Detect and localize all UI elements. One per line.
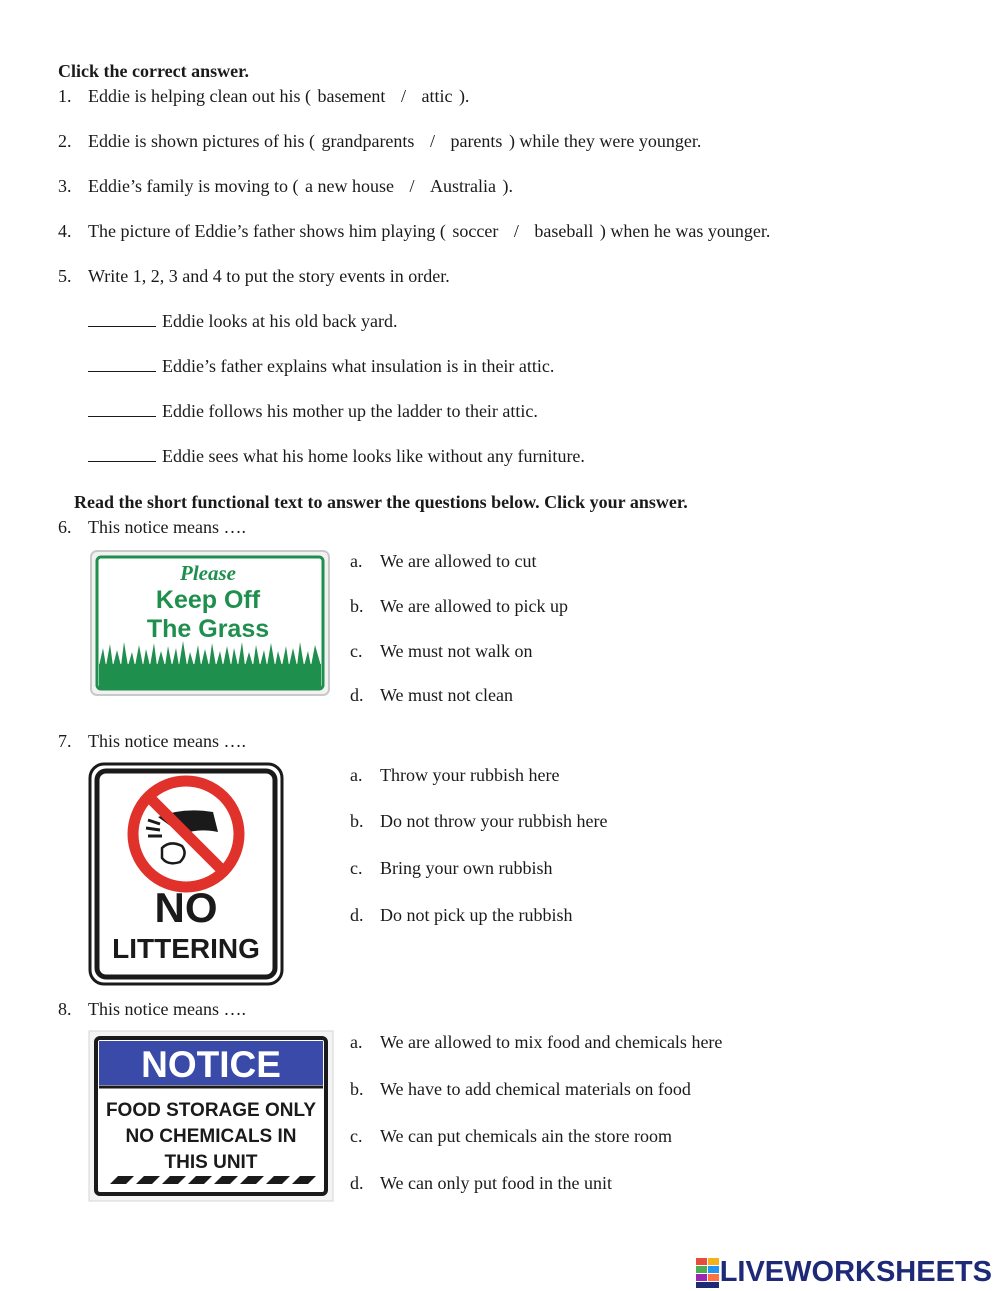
q3-prefix: Eddie’s family is moving to (	[88, 176, 299, 196]
q5-event-3-text: Eddie follows his mother up the ladder to their attic.	[162, 401, 538, 421]
q4-option-baseball[interactable]: baseball	[534, 221, 594, 241]
q4-text	[88, 220, 770, 242]
sign-the-grass: The Grass	[146, 615, 270, 643]
notice-food-storage-sign	[88, 1030, 334, 1202]
q7-number: 7.	[58, 731, 72, 751]
sign-please: Please	[180, 561, 236, 585]
q7-text: This notice means ….	[88, 731, 246, 751]
q2-suffix: ) while they were younger.	[508, 131, 702, 151]
q4-separator: /	[513, 221, 519, 241]
q8-option-d-letter: d.	[350, 1173, 364, 1193]
q5-event-2-blank[interactable]	[88, 355, 156, 372]
q5-event-4-blank[interactable]	[88, 445, 156, 462]
q5-event-1-blank[interactable]	[88, 310, 156, 327]
q6-option-b-letter: b.	[350, 596, 364, 616]
q7-option-d-letter: d.	[350, 905, 364, 925]
q8-option-c[interactable]: We can put chemicals ain the store room	[380, 1126, 672, 1146]
q8-option-b[interactable]: We have to add chemical materials on food	[380, 1079, 691, 1099]
sign-food-storage: FOOD STORAGE ONLY	[105, 1100, 317, 1121]
q3-suffix: ).	[502, 176, 513, 196]
q2-prefix: Eddie is shown pictures of his (	[88, 131, 315, 151]
q5-event-4	[88, 445, 585, 467]
q1-option-attic[interactable]: attic	[421, 86, 453, 106]
q5-event-2-text: Eddie’s father explains what insulation is in their attic.	[162, 356, 555, 376]
q6-text: This notice means ….	[88, 517, 246, 537]
q3-number: 3.	[58, 176, 72, 196]
liveworksheets-badge-icon	[696, 1258, 720, 1288]
q7-option-d[interactable]: Do not pick up the rubbish	[380, 905, 573, 925]
q6-option-d[interactable]: We must not clean	[380, 685, 514, 705]
q6-option-c-letter: c.	[350, 641, 363, 661]
q6-option-a[interactable]: We are allowed to cut	[380, 551, 537, 571]
q1-option-basement[interactable]: basement	[317, 86, 386, 106]
q3-separator: /	[409, 176, 415, 196]
litter-icon	[162, 843, 185, 863]
q5-event-4-text: Eddie sees what his home looks like without any furniture.	[162, 446, 585, 466]
q7-option-a[interactable]: Throw your rubbish here	[380, 765, 560, 785]
q1-suffix: ).	[458, 86, 470, 106]
q7-option-c-letter: c.	[350, 858, 363, 878]
q7-option-b-letter: b.	[350, 811, 364, 831]
q2-separator: /	[429, 131, 435, 151]
q3-option-australia[interactable]: Australia	[429, 176, 496, 196]
sign-keep-off: Keep Off	[155, 586, 261, 614]
sign-no: NO	[154, 884, 218, 931]
q8-text: This notice means ….	[88, 999, 246, 1019]
q8-option-b-letter: b.	[350, 1079, 364, 1099]
q8-option-a[interactable]: We are allowed to mix food and chemicals here	[380, 1032, 723, 1052]
q5-event-1-text: Eddie looks at his old back yard.	[162, 311, 398, 331]
q5-event-3	[88, 400, 538, 422]
q2-number: 2.	[58, 131, 72, 151]
section1-heading: Click the correct answer.	[58, 61, 249, 81]
liveworksheets-logo	[696, 1256, 992, 1289]
sign-littering: LITTERING	[112, 933, 260, 964]
liveworksheets-logo-text: LIVEWORKSHEETS	[719, 1256, 992, 1288]
q1-number: 1.	[58, 86, 72, 106]
q2-option-grandparents[interactable]: grandparents	[321, 131, 415, 151]
sign-notice-header: NOTICE	[141, 1044, 281, 1085]
q4-suffix: ) when he was younger.	[599, 221, 771, 241]
q8-option-d[interactable]: We can only put food in the unit	[380, 1173, 613, 1193]
q8-number: 8.	[58, 999, 72, 1019]
sign-this-unit: THIS UNIT	[164, 1152, 258, 1173]
q2-text	[88, 130, 701, 152]
q1-separator: /	[400, 86, 406, 106]
q8-option-a-letter: a.	[350, 1032, 363, 1052]
q5-event-1	[88, 310, 397, 332]
no-littering-sign	[88, 762, 284, 986]
q6-number: 6.	[58, 517, 72, 537]
q6-option-d-letter: d.	[350, 685, 364, 705]
q8-option-c-letter: c.	[350, 1126, 363, 1146]
q6-option-c[interactable]: We must not walk on	[380, 641, 533, 661]
q4-number: 4.	[58, 221, 72, 241]
q3-text	[88, 175, 513, 197]
sign-no-chemicals: NO CHEMICALS IN	[125, 1126, 297, 1147]
q3-option-new-house[interactable]: a new house	[304, 176, 394, 196]
section2-heading: Read the short functional text to answer the questions below. Click your answer.	[74, 492, 688, 512]
q1-prefix: Eddie is helping clean out his (	[88, 86, 311, 106]
q2-option-parents[interactable]: parents	[450, 131, 503, 151]
q5-event-2	[88, 355, 554, 377]
q7-option-b[interactable]: Do not throw your rubbish here	[380, 811, 608, 831]
q7-option-c[interactable]: Bring your own rubbish	[380, 858, 553, 878]
q5-text: Write 1, 2, 3 and 4 to put the story events in order.	[88, 266, 450, 286]
q1-text	[88, 85, 469, 107]
keep-off-grass-sign	[88, 548, 332, 698]
q4-option-soccer[interactable]: soccer	[452, 221, 499, 241]
q4-prefix: The picture of Eddie’s father shows him playing (	[88, 221, 446, 241]
q6-option-a-letter: a.	[350, 551, 363, 571]
q5-event-3-blank[interactable]	[88, 400, 156, 417]
q6-option-b[interactable]: We are allowed to pick up	[380, 596, 568, 616]
q5-number: 5.	[58, 266, 72, 286]
q7-option-a-letter: a.	[350, 765, 363, 785]
